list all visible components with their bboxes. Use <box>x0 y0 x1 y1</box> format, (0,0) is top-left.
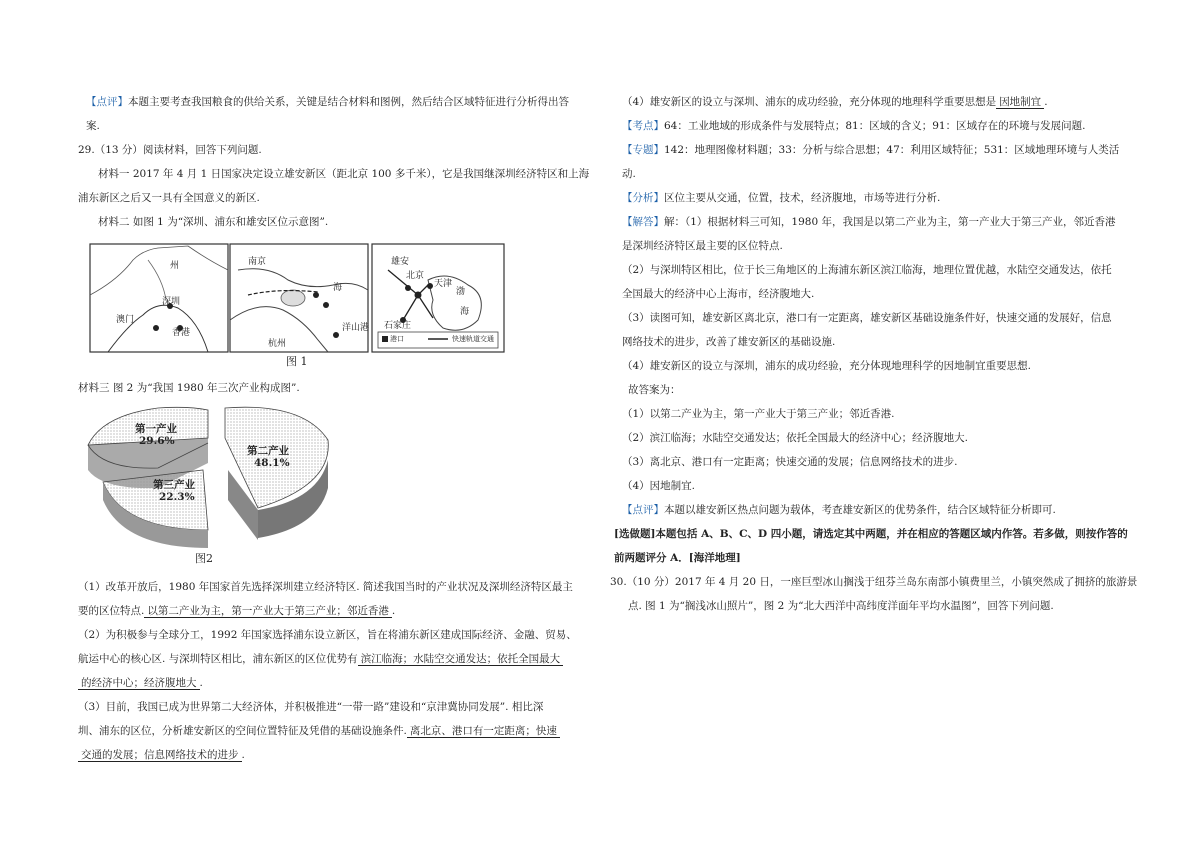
q2-answer-2: 的经济中心；经济腹地大 <box>78 677 200 690</box>
kaodian-tag: 【考点】 <box>622 120 664 132</box>
answer-heading: 故答案为： <box>628 384 681 396</box>
fenxi-line: 【分析】区位主要从交通，位置，技术，经济腹地，市场等进行分析. <box>622 192 941 204</box>
map3-legend-port: 港口 <box>390 335 404 343</box>
map1-label: 澳门 <box>116 315 135 325</box>
jieda-line-7: （4）雄安新区的设立与深圳，浦东的成功经验，充分体现地理科学的因地制宜重要思想. <box>622 360 1032 372</box>
fenxi-tag: 【分析】 <box>622 192 664 204</box>
dianping-line: 【点评】本题以雄安新区热点问题为载体，考查雄安新区的优势条件，结合区域特征分析即可. <box>622 504 1056 516</box>
dianping-line-1: 【点评】本题主要考查我国粮食的供给关系，关键是结合材料和图例，然后结合区域特征进行分析得出答 <box>86 96 569 108</box>
jieda-line-6: 网络技术的进步，改善了雄安新区的基础设施. <box>622 336 836 348</box>
jieda-line-3: （2）与深圳特区相比，位于长三角地区的上海浦东新区滨江临海，地理位置优越，水陆空交通发达，依托 <box>622 264 1112 276</box>
map1-label: 深圳 <box>162 297 181 307</box>
q1-answer: 以第二产业为主，第一产业大于第三产业；邻近香港 <box>144 605 392 618</box>
dianping-tag: 【点评】 <box>86 96 128 108</box>
q2-line-3: 的经济中心；经济腹地大 . <box>78 676 203 690</box>
map1-label: 州 <box>170 261 180 271</box>
elective-line-2: 前两题评分 A．[海洋地理] <box>614 552 741 564</box>
q2-line-1: （2）为积极参与全球分工，1992 年国家选择浦东设立新区，旨在将浦东新区建成国际经济、金融、贸易、 <box>78 629 577 641</box>
q4-line: （4）雄安新区的设立与深圳、浦东的成功经验，充分体现的地理科学重要思想是 因地制宜 . <box>622 96 1048 108</box>
slice-primary-value: 29.6% <box>139 435 175 447</box>
jieda-line-1: 【解答】解：（1）根据材料三可知，1980 年，我国是以第二产业为主，第一产业大于第三产业，邻近香港 <box>622 216 1116 228</box>
material-2: 材料二 如图 1 为“深圳、浦东和雄安区位示意图”. <box>98 216 329 228</box>
map3-label: 天津 <box>434 279 453 289</box>
map-shenzhen-frame <box>90 244 228 352</box>
slice-secondary-value: 48.1% <box>254 457 290 469</box>
jieda-line-2: 是深圳经济特区最主要的区位特点. <box>622 240 783 252</box>
map1-label: 香港 <box>172 328 191 338</box>
map2-label: 杭州 <box>268 339 287 349</box>
elective-line-1: [选做题]本题包括 A、B、C、D 四小题，请选定其中两题，并在相应的答题区域内作答。若多做，则按作答的 <box>614 528 1128 540</box>
map3-label: 北京 <box>406 271 425 281</box>
material-1-line-2: 浦东新区之后又一具有全国意义的新区. <box>78 192 260 204</box>
map3-legend-rail: 快速轨道交通 <box>452 335 494 343</box>
dianping-line-2: 案. <box>86 120 100 132</box>
q3-answer-1: 离北京、港口有一定距离；快速 <box>407 725 560 738</box>
kaodian-line: 【考点】64：工业地域的形成条件与发展特点；81：区域的含义；91：区域存在的环境与发展问题. <box>622 120 1086 132</box>
q3-answer-2: 交通的发展；信息网络技术的进步 <box>78 749 242 762</box>
q30-line-2: 点. 图 1 为“搁浅冰山照片”，图 2 为“北大西洋中高纬度洋面年平均水温图”，回答下列问题. <box>628 600 1054 612</box>
material-1-line-1: 材料一 2017 年 4 月 1 日国家决定设立雄安新区（距北京 100 多千米），它是我国继深圳经济特区和上海 <box>98 168 590 180</box>
jieda-line-4: 全国最大的经济中心上海市，经济腹地大. <box>622 288 815 300</box>
map2-label: 南京 <box>248 257 267 267</box>
q4-answer: 因地制宜 <box>996 96 1044 109</box>
slice-primary-name: 第一产业 <box>135 423 177 435</box>
answer-1: （1）以第二产业为主，第一产业大于第三产业；邻近香港. <box>622 408 895 420</box>
q1-line-1: （1）改革开放后，1980 年国家首先选择深圳建立经济特区. 简述我国当时的产业状况及深圳经济特区最主 <box>78 581 573 593</box>
q2-line-2: 航运中心的核心区. 与深圳特区相比，浦东新区的区位优势有 滨江临海；水陆空交通发达；依托全国最大 <box>78 652 563 666</box>
slice-tertiary-name: 第三产业 <box>153 479 195 491</box>
answer-2: （2）滨江临海；水陆空交通发达；依托全国最大的经济中心；经济腹地大. <box>622 432 969 444</box>
slice-tertiary-value: 22.3% <box>159 491 195 503</box>
map3-label: 渤 <box>456 287 466 297</box>
q1-line-2: 要的区位特点. 以第二产业为主，第一产业大于第三产业；邻近香港 . <box>78 605 396 617</box>
jieda-line-5: （3）读图可知，雄安新区离北京，港口有一定距离，雄安新区基础设施条件好，快速交通的发展好，信息 <box>622 312 1112 324</box>
figure-1-caption: 图 1 <box>286 355 308 368</box>
figure-2-caption: 图2 <box>195 552 213 565</box>
figure-2 <box>83 400 343 570</box>
answer-4: （4）因地制宜. <box>622 480 696 492</box>
zhuanti-line-2: 动. <box>622 168 636 180</box>
q3-line-2: 圳、浦东的区位，分析雄安新区的空间位置特征及凭借的基础设施条件. 离北京、港口有一定距离；快速 <box>78 724 560 738</box>
q3-line-1: （3）目前，我国已成为世界第二大经济体，并积极推进“一带一路”建设和“京津冀协同发展”. 相比深 <box>78 701 544 713</box>
dianping-tag-right: 【点评】 <box>622 504 664 516</box>
q3-line-3: 交通的发展；信息网络技术的进步 . <box>78 748 245 762</box>
q30-line-1: 30.（10 分）2017 年 4 月 20 日，一座巨型冰山搁浅于纽芬兰岛东南部小镇费里兰，小镇突然成了拥挤的旅游景 <box>610 576 1138 588</box>
jieda-tag: 【解答】 <box>622 216 664 228</box>
figure-1 <box>88 240 508 370</box>
map3-label: 海 <box>460 307 470 317</box>
zhuanti-tag: 【专题】 <box>622 144 664 156</box>
zhuanti-line-1: 【专题】142：地理图像材料题；33：分析与综合思想；47：利用区域特征；531：区域地理环境与人类活 <box>622 144 1120 156</box>
map2-label: 海 <box>333 283 343 293</box>
question-29-heading: 29.（13 分）阅读材料，回答下列问题. <box>78 144 262 156</box>
slice-secondary-name: 第二产业 <box>247 445 289 457</box>
figure-1-maps <box>88 240 508 355</box>
map2-label: 洋山港 <box>342 323 370 333</box>
figure-2-pie <box>83 400 343 550</box>
material-3: 材料三 图 2 为“我国 1980 年三次产业构成图”. <box>78 382 300 394</box>
answer-3: （3）离北京、港口有一定距离；快速交通的发展；信息网络技术的进步. <box>622 456 958 468</box>
map3-label: 雄安 <box>391 257 410 267</box>
q2-answer-1: 滨江临海；水陆空交通发达；依托全国最大 <box>358 653 564 666</box>
map3-label: 石家庄 <box>384 321 412 331</box>
